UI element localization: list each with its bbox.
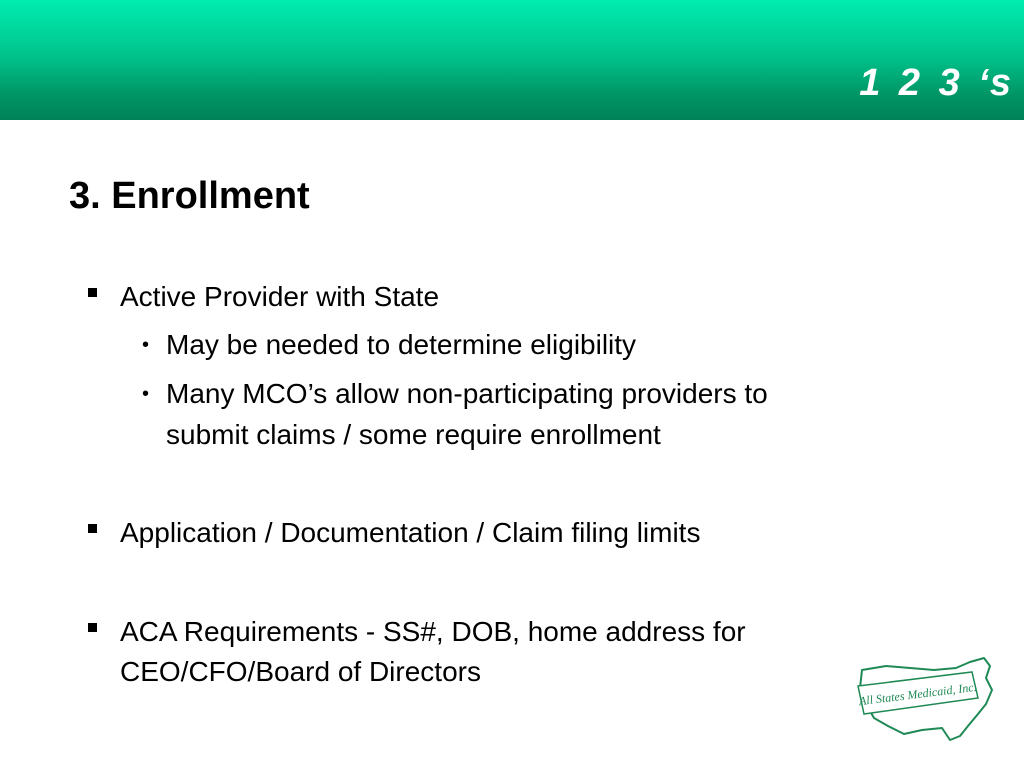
bullet-text: CEO/CFO/Board of Directors [120, 656, 481, 687]
square-bullet-icon [88, 288, 97, 297]
bullet-text: Application / Documentation / Claim filing limits [120, 517, 701, 548]
bullet-text: ACA Requirements - SS#, DOB, home address for [120, 616, 746, 647]
logo-text: All States Medicaid, Inc. [858, 679, 978, 709]
square-bullet-icon [88, 524, 97, 533]
header-title: 1 2 3 ‘s [859, 62, 1012, 104]
sub-bullet-text: submit claims / some require enrollment [166, 419, 661, 450]
dot-bullet-icon: • [142, 334, 150, 356]
sub-bullet-text: May be needed to determine eligibility [166, 329, 637, 360]
company-logo [852, 656, 996, 744]
header-banner [0, 0, 1024, 120]
dot-bullet-icon: • [142, 383, 150, 405]
slide-title: 3. Enrollment [69, 175, 310, 217]
square-bullet-icon [88, 623, 97, 632]
bullet-text: Active Provider with State [120, 281, 440, 312]
sub-bullet-text: Many MCO’s allow non-participating providers to [166, 378, 768, 409]
